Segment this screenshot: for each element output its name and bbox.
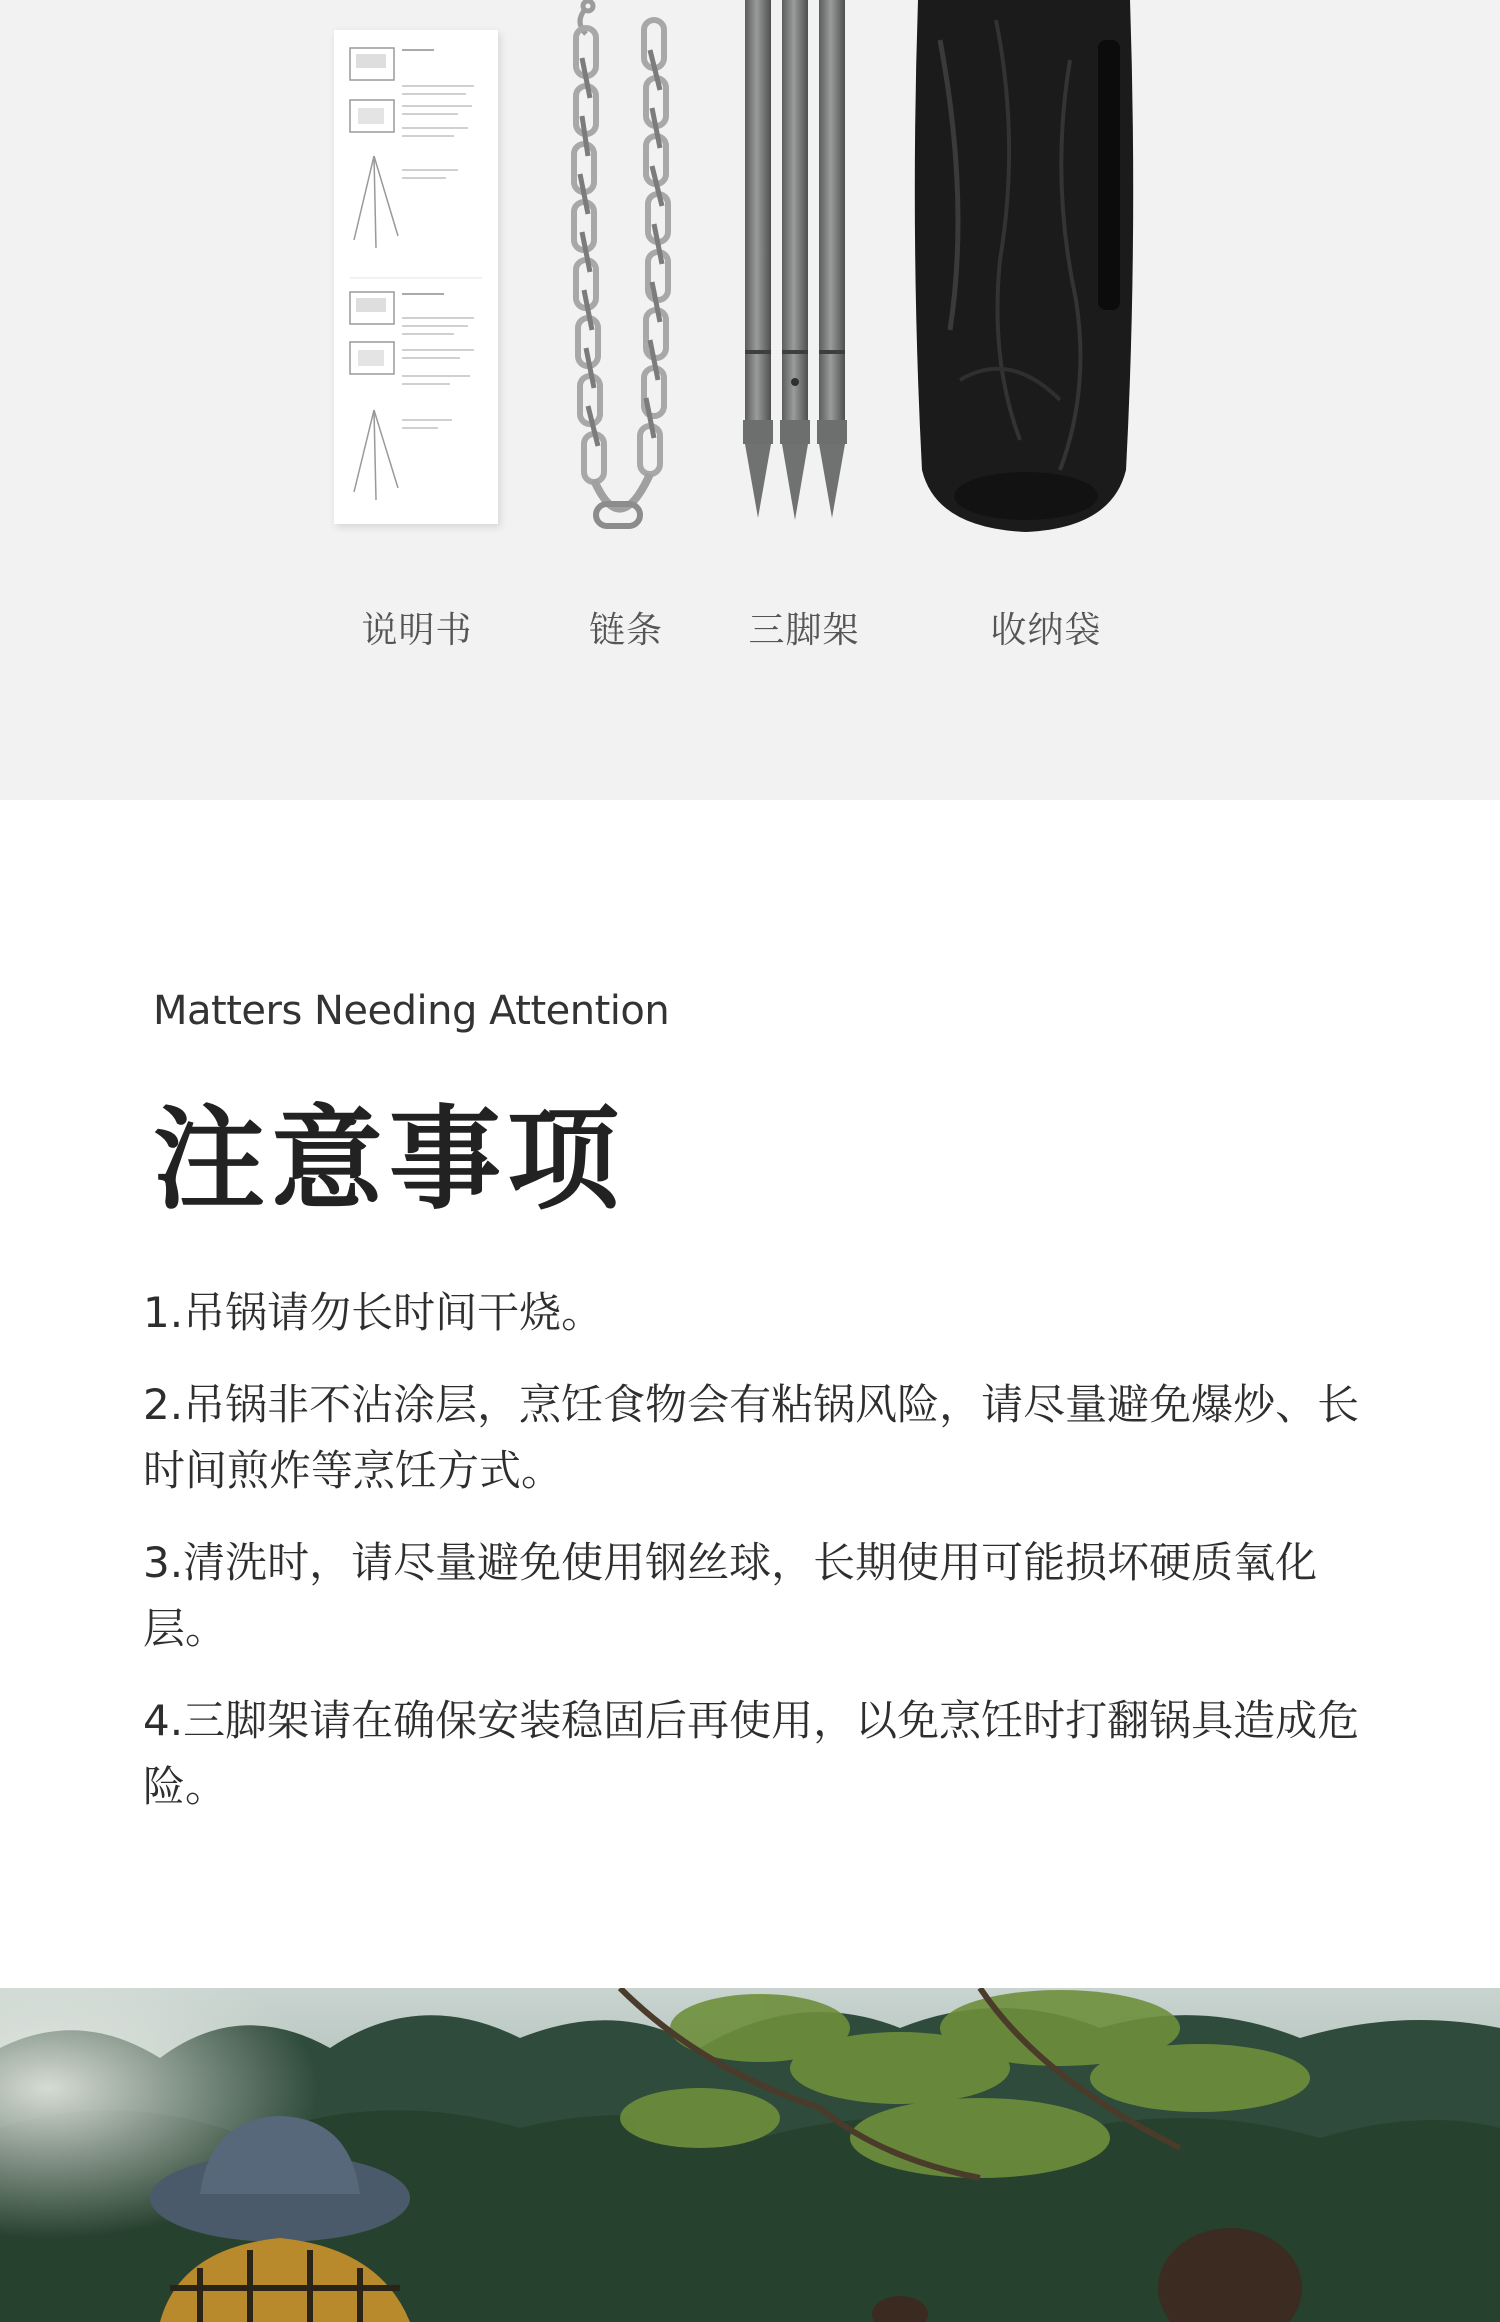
section-subtitle: Matters Needing Attention [153,988,670,1034]
notes-list [143,1280,1363,1820]
tripod-poles-image [735,0,855,522]
package-contents-panel [0,0,1500,800]
attention-section [0,800,1500,1990]
note-item: 1.吊锅请勿长时间干烧。 [143,1288,604,1337]
instruction-manual-image [334,30,498,524]
item-label-chain: 链条 [588,610,664,651]
storage-bag-image [900,0,1150,540]
item-label-storage-bag: 收纳袋 [990,610,1102,651]
chain-image [560,0,680,532]
section-title: 注意事项 [153,1095,625,1225]
note-item: 2.吊锅非不沾涂层，烹饪食物会有粘锅风险，请尽量避免爆炒、长时间煎炸等烹饪方式。 [143,1380,1360,1495]
item-label-tripod: 三脚架 [748,610,860,651]
item-label-manual: 说明书 [361,610,473,651]
note-item: 3.清洗时，请尽量避免使用钢丝球，长期使用可能损坏硬质氧化层。 [143,1538,1318,1653]
note-item: 4.三脚架请在确保安装稳固后再使用，以免烹饪时打翻锅具造成危险。 [143,1696,1360,1811]
outdoor-photo [0,1988,1500,2322]
